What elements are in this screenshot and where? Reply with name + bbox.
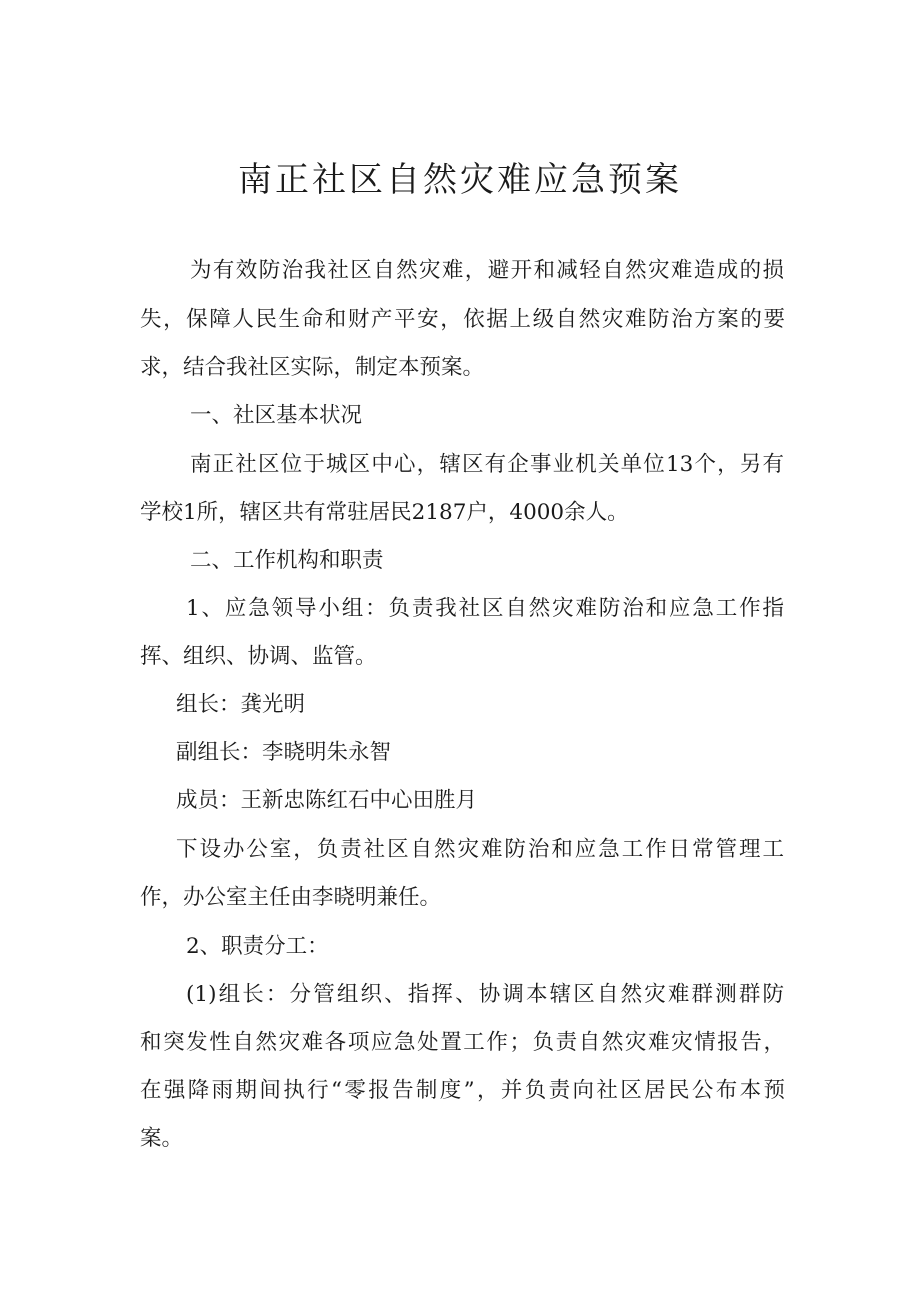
- paragraph-line: 在强降雨期间执行“零报告制度”，并负责向社区居民公布本预: [140, 1078, 785, 1103]
- section-heading: 2、职责分工：: [186, 934, 329, 959]
- paragraph-line: 失，保障人民生命和财产平安，依据上级自然灾难防治方案的要: [140, 307, 785, 332]
- paragraph-line: 1、应急领导小组：负责我社区自然灾难防治和应急工作指: [186, 596, 784, 621]
- paragraph-line: 下设办公室，负责社区自然灾难防治和应急工作日常管理工: [176, 837, 784, 862]
- section-heading: 一、社区基本状况: [190, 403, 363, 428]
- paragraph-line: 和突发性自然灾难各项应急处置工作；负责自然灾难灾情报告，: [140, 1030, 785, 1055]
- paragraph-line: 组长：龚光明: [176, 692, 306, 717]
- paragraph-line: 南正社区位于城区中心，辖区有企事业机关单位13个，另有: [190, 452, 784, 477]
- paragraph-line: 学校1所，辖区共有常驻居民2187户，4000余人。: [140, 500, 629, 525]
- paragraph-line: 为有效防治我社区自然灾难，避开和减轻自然灾难造成的损: [190, 258, 784, 283]
- document-title: 南正社区自然灾难应急预案: [238, 160, 682, 200]
- paragraph-line: 求，结合我社区实际，制定本预案。: [140, 355, 485, 380]
- paragraph-line: 挥、组织、协调、监管。: [140, 644, 377, 669]
- section-heading: 二、工作机构和职责: [190, 548, 384, 573]
- paragraph-line: 作，办公室主任由李晓明兼任。: [140, 885, 442, 910]
- paragraph-line: (1)组长：分管组织、指挥、协调本辖区自然灾难群测群防: [186, 982, 784, 1007]
- paragraph-line: 成员：王新忠陈红石中心田胜月: [176, 788, 478, 813]
- paragraph-line: 案。: [140, 1126, 184, 1151]
- paragraph-line: 副组长：李晓明朱永智: [176, 740, 392, 765]
